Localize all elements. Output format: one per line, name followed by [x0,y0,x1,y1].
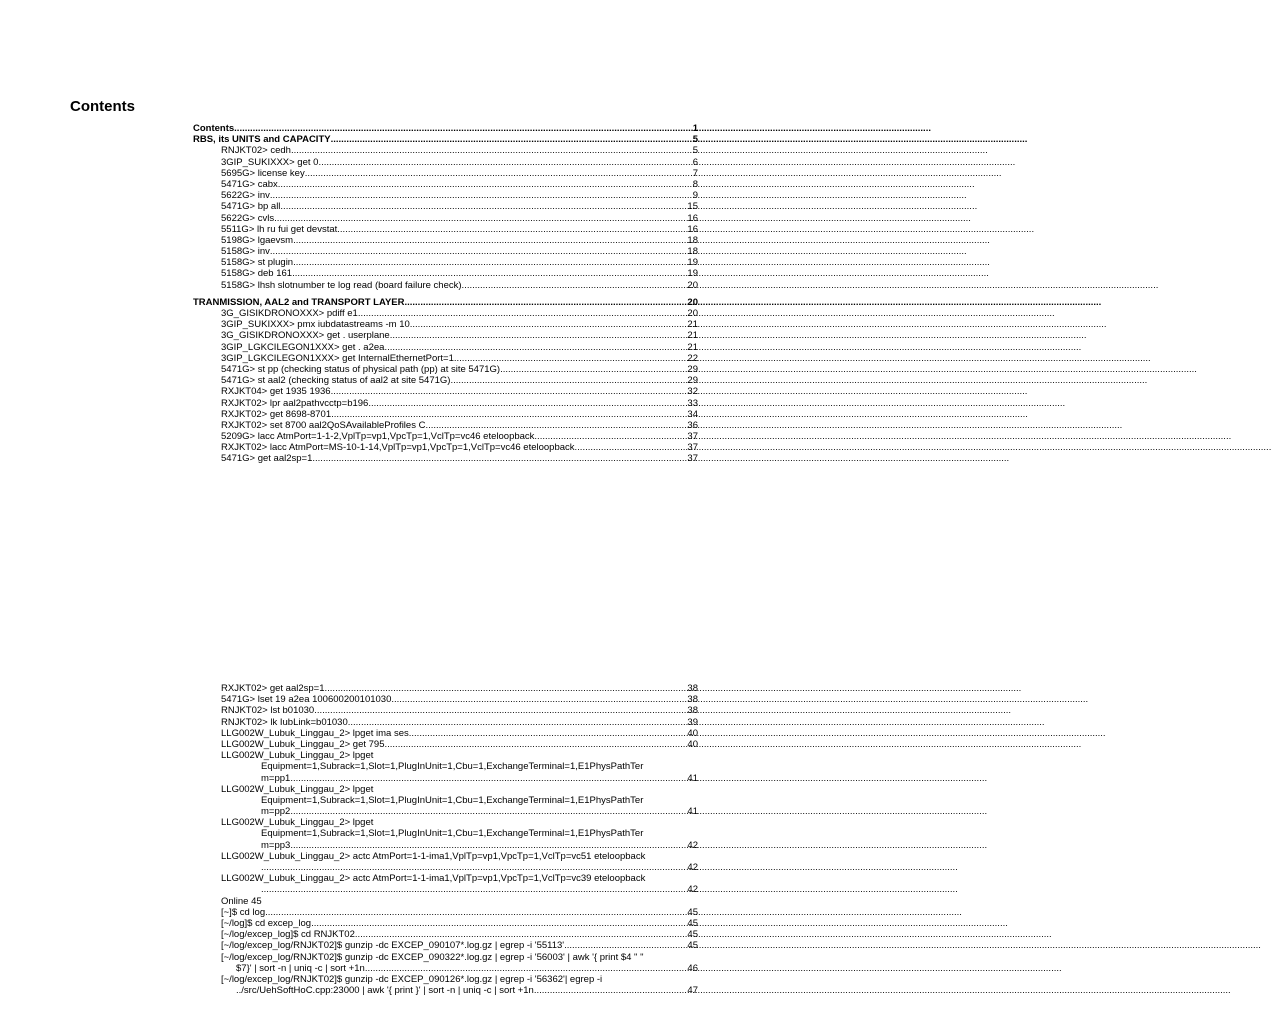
toc-entry-text: LLG002W_Lubuk_Linggau_2> lpget ima ses [221,727,409,739]
toc-entry[interactable] [193,851,698,873]
toc-leader-dots [391,694,687,705]
toc-entry-text: TRANMISSION, AAL2 and TRANSPORT LAYER [193,296,405,308]
toc-leader-dots [293,257,687,268]
toc-entry-text: 5209G> lacc AtmPort=1-1-2,VplTp=vp1,VpcTp=1,VclTp=vc46 eteloopback [221,431,535,443]
toc-page-number: 45 [687,906,698,918]
toc-leader-dots [534,985,688,996]
toc-entry-text: [~/log/excep_log]$ cd RNJKT02 [221,929,355,941]
toc-entry[interactable] [193,123,698,134]
toc-entry[interactable] [193,918,698,929]
toc-leader-dots [290,840,687,851]
toc-entry-line [221,750,698,761]
toc-leader-dots [265,907,687,918]
toc-entry[interactable] [193,268,698,279]
toc-entry-line [221,929,698,940]
toc-leader-dots [385,739,688,750]
toc-page-number: 37 [687,453,698,465]
toc-entry-line [221,840,698,851]
toc-page-number: 38 [687,683,698,694]
toc-entry-text: 3G_GISIKDRONOXXX> pdiff e1 [221,308,358,319]
toc-entry-text: [~/log/excep_log/RNJKT02]$ gunzip -dc EXCEP_090322*.log.gz | egrep -i '56003' | awk '{ print $4 " " [221,951,644,963]
toc-entry[interactable] [193,974,698,996]
toc-entry-line [221,795,698,806]
toc-leader-dots [331,409,687,420]
toc-entry-text: 3GIP_LGKCILEGON1XXX> get InternalEthernetPort=1 [221,352,454,364]
toc-page-number: 5 [692,134,698,146]
toc-entry[interactable] [193,157,698,168]
toc-page-number: 41 [687,772,698,784]
toc-leader-dots [318,157,692,168]
toc-entry[interactable] [193,257,698,268]
toc-page-number: 29 [687,363,698,375]
toc-entry-text: LLG002W_Lubuk_Linggau_2> actc AtmPort=1-1-ima1,VplTp=vp1,VpcTp=1,VclTp=vc51 eteloopback [221,850,646,862]
toc-entry[interactable] [193,386,698,397]
toc-entry-text: RBS, its UNITS and CAPACITY [193,134,331,146]
toc-page-number: 16 [687,223,698,235]
toc-entry-line [221,884,698,895]
toc-entry-text: 5511G> lh ru fui get devstat [221,223,338,235]
toc-leader-dots [410,319,688,330]
toc-entry-line [221,728,698,739]
toc-leader-dots [280,201,687,212]
toc-leader-dots [261,884,687,895]
toc-entry-text: LLG002W_Lubuk_Linggau_2> lpget [221,817,374,829]
toc-entry-text: [~/log/excep_log/RNJKT02]$ gunzip -dc EXCEP_090126*.log.gz | egrep -i '56362'| egrep -i [221,973,603,985]
toc-entry-text: 5471G> bp all [221,201,281,213]
toc-entry-text: RNJKT02> lk IubLink=b01030 [221,716,348,728]
toc-entry-text: 5471G> st pp (checking status of physical path (pp) at site 5471G) [221,363,501,375]
toc-leader-dots [305,168,693,179]
toc-leader-dots [325,683,688,694]
toc-page-number: 9 [692,190,698,202]
toc-entry-line [221,694,698,705]
toc-page-number: 46 [687,962,698,974]
toc-entry-text: 3GIP_SUKIXXX> pmx iubdatastreams -m 10 [221,319,410,331]
toc-entry[interactable] [193,246,698,257]
toc-entry[interactable] [193,873,698,895]
toc-entry[interactable] [193,375,698,386]
toc-entry-text: 5471G> st aal2 (checking status of aal2 at site 5471G) [221,375,451,387]
toc-entry-text: 5158G> st plugin [221,257,294,269]
toc-leader-dots [312,453,687,464]
toc-leader-dots [390,330,688,341]
toc-entry-text: [~/log/excep_log/RNJKT02]$ gunzip -dc EXCEP_090107*.log.gz | egrep -i '55113' [221,940,565,952]
toc-entry-line [221,862,698,873]
toc-entry-line [221,784,698,795]
toc-entry-text: [~]$ cd log [221,906,266,918]
toc-entry-text: 5471G> cabx [221,178,278,190]
toc-entry-line [221,806,698,817]
toc-leader-dots [425,420,687,431]
toc-entry-line [221,873,698,884]
toc-page-number: 16 [687,212,698,224]
toc-page-number: 32 [687,386,698,398]
toc-entry[interactable] [193,342,698,353]
toc-leader-dots [290,773,687,784]
toc-entry[interactable] [193,201,698,212]
toc-entry[interactable] [193,280,698,291]
toc-entry-line [221,974,698,985]
toc-leader-dots [261,862,687,873]
toc-entry[interactable] [193,190,698,201]
toc-entry-text: 5471G> get aal2sp=1 [221,453,313,465]
toc-entry[interactable] [193,694,698,705]
toc-page-number: 19 [687,268,698,280]
toc-leader-dots [331,386,688,397]
toc-page-number: 20 [687,296,698,308]
toc-block-1 [193,123,698,465]
toc-entry-text: RXJKT02> get 8698-8701 [221,408,332,420]
toc-page-number: 41 [687,806,698,818]
toc-entry-text: m=pp2 [261,806,291,818]
toc-page-number: 20 [687,308,698,319]
toc-entry[interactable] [193,179,698,190]
toc-entry-text: RXJKT02> lpr aal2pathvcctp=b196 [221,397,369,409]
toc-leader-dots [331,134,693,145]
toc-entry[interactable] [193,134,698,145]
toc-entry-text: 3G_GISIKDRONOXXX> get . userplane [221,330,390,342]
toc-entry[interactable] [193,817,698,851]
toc-page-number: 45 [687,917,698,929]
toc-leader-dots [409,728,688,739]
toc-entry-text: 5622G> cvls [221,212,275,224]
toc-entry-text: Online 45 [221,895,262,907]
toc-entry-line [221,761,698,772]
toc-page-number: 33 [687,397,698,409]
toc-page-number: 42 [687,884,698,896]
toc-entry-text: $7}' | sort -n | uniq -c | sort +1n [236,962,365,974]
toc-entry-text: 5695G> license key [221,167,305,179]
toc-leader-dots [355,929,688,940]
toc-leader-dots [311,918,687,929]
toc-entry[interactable] [193,420,698,431]
toc-entry[interactable] [193,330,698,341]
toc-page-number: 42 [687,862,698,873]
toc-entry-line [221,773,698,784]
toc-page-number: 21 [687,341,698,353]
toc-entry-text: 3GIP_LGKCILEGON1XXX> get . a2ea [221,341,385,353]
toc-entry-text: LLG002W_Lubuk_Linggau_2> get 795 [221,738,385,750]
toc-entry[interactable] [193,929,698,940]
toc-entry[interactable] [193,409,698,420]
toc-entry-text: 5158G> inv [221,246,270,258]
toc-page-number: 21 [687,319,698,331]
toc-entry-text: 3GIP_SUKIXXX> get 0 [221,156,319,168]
toc-leader-dots [450,375,687,386]
toc-entry-line [221,907,698,918]
toc-leader-dots [454,353,688,364]
toc-entry[interactable] [193,750,698,784]
toc-page-number: 38 [687,694,698,706]
toc-entry[interactable] [193,168,698,179]
toc-entry[interactable] [193,364,698,375]
toc-leader-dots [404,297,687,308]
toc-leader-dots [337,224,687,235]
toc-page-number: 45 [687,929,698,941]
toc-page-number: 47 [687,985,698,997]
toc-entry-text: 5158G> lhsh slotnumber te log read (board failure check) [221,279,462,291]
toc-entry-line [221,683,698,694]
toc-leader-dots [278,179,693,190]
toc-entry-text: LLG002W_Lubuk_Linggau_2> actc AtmPort=1-1-ima1,VplTp=vp1,VpcTp=1,VclTp=vc39 eteloopback [221,873,646,885]
toc-entry-line [221,896,698,907]
toc-entry-line [221,985,698,996]
toc-entry-text: LLG002W_Lubuk_Linggau_2> lpget [221,783,374,795]
toc-leader-dots [314,705,687,716]
toc-leader-dots [292,268,687,279]
toc-page-number: 45 [687,940,698,952]
toc-page-number: 42 [687,839,698,851]
toc-leader-dots [500,364,687,375]
toc-entry[interactable] [193,728,698,739]
toc-leader-dots [575,442,688,453]
toc-entry-text: 5158G> deb 161 [221,268,293,280]
toc-entry[interactable] [193,784,698,818]
toc-entry-line [221,940,698,951]
toc-page-number: 37 [687,442,698,454]
toc-entry[interactable] [193,431,698,442]
toc-entry[interactable] [193,297,698,308]
toc-block-2 [193,683,698,996]
toc-page-number: 39 [687,716,698,728]
toc-page-number: 7 [692,167,698,179]
toc-page-number: 21 [687,330,698,342]
toc-entry[interactable] [193,683,698,694]
toc-page-number: 40 [687,738,698,750]
toc-leader-dots [270,246,688,257]
toc-entry[interactable] [193,398,698,409]
toc-page-number: 20 [687,279,698,291]
toc-entry[interactable] [193,145,698,156]
toc-leader-dots [384,342,687,353]
toc-page-number: 22 [687,352,698,364]
toc-leader-dots [290,806,687,817]
toc-entry[interactable] [193,705,698,716]
toc-entry-text: ../src/UehSoftHoC.cpp:23000 | awk '{ print }' | sort -n | uniq -c | sort +1n [236,985,534,997]
toc-entry-text: [~/log]$ cd excep_log [221,917,312,929]
toc-entry-line [221,739,698,750]
toc-entry[interactable] [193,453,698,464]
toc-page-number: 36 [687,419,698,431]
toc-entry[interactable] [193,952,698,974]
toc-page-number: 5 [692,145,698,157]
toc-entry[interactable] [193,896,698,907]
toc-leader-dots [462,280,688,291]
toc-page-number: 6 [692,156,698,168]
toc-leader-dots [234,123,693,134]
toc-entry-line [221,717,698,728]
toc-page-number: 19 [687,257,698,269]
toc-entry-line [221,963,698,974]
toc-entry-text: Contents [193,123,235,134]
toc-entry-text: m=pp3 [261,839,291,851]
toc-entry-text: LLG002W_Lubuk_Linggau_2> lpget [221,750,374,762]
toc-entry-text: Equipment=1,Subrack=1,Slot=1,PlugInUnit=1,Cbu=1,ExchangeTerminal=1,E1PhysPathTer [261,761,644,773]
toc-entry-line [221,828,698,839]
toc-entry-text: RXJKT02> get aal2sp=1 [221,683,325,694]
toc-entry[interactable] [193,308,698,319]
toc-entry-text: 5622G> inv [221,190,270,202]
toc-page-number: 29 [687,375,698,387]
page-title: Contents [70,98,135,115]
toc-entry[interactable] [193,907,698,918]
toc-leader-dots [365,963,688,974]
toc-page-number: 8 [692,178,698,190]
toc-entry[interactable] [193,235,698,246]
toc-entry-text: RNJKT02> lst b01030 [221,705,315,717]
toc-entry[interactable] [193,442,698,453]
toc-leader-dots [368,398,687,409]
toc-entry-text: RNJKT02> cedh [221,145,291,157]
toc-entry[interactable] [193,940,698,951]
toc-entry-text: m=pp1 [261,772,291,784]
toc-entry-text: RXJKT02> lacc AtmPort=MS-10-1-14,VplTp=vp1,VpcTp=1,VclTp=vc46 eteloopback [221,442,575,454]
toc-entry-line [221,918,698,929]
toc-leader-dots [291,145,693,156]
toc-leader-dots [270,190,693,201]
toc-entry[interactable] [193,739,698,750]
toc-page-number: 40 [687,727,698,739]
toc-entry-text: Equipment=1,Subrack=1,Slot=1,PlugInUnit=1,Cbu=1,ExchangeTerminal=1,E1PhysPathTer [261,794,644,806]
toc-entry-text: RXJKT04> get 1935 1936 [221,386,331,398]
toc-entry-text: 5198G> lgaevsm [221,234,294,246]
toc-leader-dots [348,717,688,728]
toc-page-number: 1 [692,123,698,134]
toc-entry-line [221,705,698,716]
toc-leader-dots [534,431,687,442]
toc-leader-dots [274,213,687,224]
toc-entry[interactable] [193,717,698,728]
toc-entry[interactable] [193,319,698,330]
toc-page-number: 37 [687,431,698,443]
toc-page-number: 34 [687,408,698,420]
toc-entry-text: RXJKT02> set 8700 aal2QoSAvailableProfiles C [221,419,426,431]
toc-entry-text: 5471G> lset 19 a2ea 100600200101030 [221,694,392,706]
toc-entry[interactable] [193,224,698,235]
toc-entry-text: Equipment=1,Subrack=1,Slot=1,PlugInUnit=1,Cbu=1,ExchangeTerminal=1,E1PhysPathTer [261,828,644,840]
toc-page-number: 18 [687,246,698,258]
toc-leader-dots [293,235,687,246]
toc-entry[interactable] [193,213,698,224]
toc-entry-line [221,817,698,828]
toc-entry[interactable] [193,353,698,364]
toc-page-number: 38 [687,705,698,717]
toc-page-number: 15 [687,201,698,213]
toc-entry-line [221,851,698,862]
toc-entry-line [221,952,698,963]
toc-leader-dots [564,940,687,951]
toc-leader-dots [358,308,688,319]
toc-page-number: 18 [687,234,698,246]
